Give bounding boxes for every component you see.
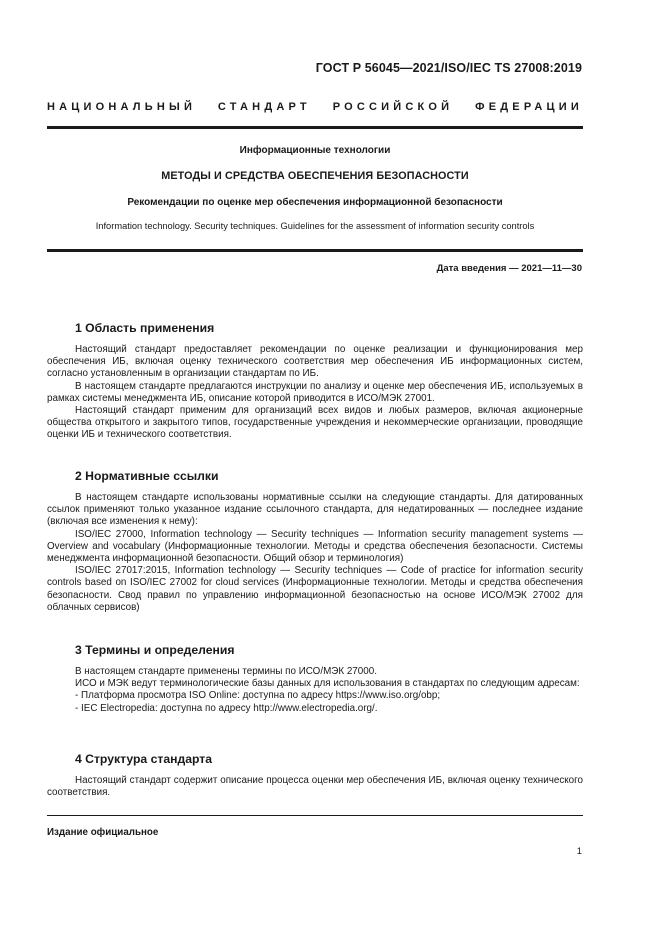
paragraph: В настоящем стандарте использованы нормативные ссылки на следующие стандарты. Для датированных ссылок применяют только указанное издание ссылочного стандарта, для недатированных — последнее издание (включая все изменения к нему): <box>47 492 583 528</box>
section-heading: 2 Нормативные ссылки <box>75 469 219 483</box>
section-terms-definitions <box>47 643 583 715</box>
paragraph: ISO/IEC 27017:2015, Information technology — Security techniques — Code of practice for information security controls based on ISO/IEC 27002 for cloud services (Информационные технологии. Методы и средства обеспечения безопасности. Свод правил по управлению информационной безопасностью на основе ИСО/МЭК 27002 для облачных сервисов) <box>47 565 583 613</box>
list-item: - Платформа просмотра ISO Online: доступна по адресу https://www.iso.org/obp; <box>75 690 441 702</box>
section-heading: 4 Структура стандарта <box>75 752 213 766</box>
paragraph: Настоящий стандарт содержит описание процесса оценки мер обеспечения ИБ, включая оценку технического соответствия. <box>47 775 583 799</box>
title-english: Information technology. Security techniques. Guidelines for the assessment of information security controls <box>95 221 535 231</box>
title-divider <box>47 249 583 252</box>
top-divider <box>47 126 583 129</box>
section-heading: 1 Область применения <box>75 321 215 335</box>
section-structure <box>47 752 583 799</box>
title-line-2: МЕТОДЫ И СРЕДСТВА ОБЕСПЕЧЕНИЯ БЕЗОПАСНОСТИ <box>161 170 469 182</box>
edition-label: Издание официальное <box>47 827 159 838</box>
paragraph: ISO/IEC 27000, Information technology — Security techniques — Information security management systems — Overview and vocabulary (Информационные технологии. Методы и средства обеспечения безопасности. Системы менеджмента информационной безопасности. Общий обзор и терминология) <box>47 528 583 565</box>
page-number: 1 <box>576 846 582 857</box>
title-line-3: Рекомендации по оценке мер обеспечения информационной безопасности <box>127 197 503 208</box>
paragraph: ИСО и МЭК ведут терминологические базы данных для использования в стандартах по следующим адресам: <box>75 678 580 690</box>
standard-code: ГОСТ Р 56045—2021/ISO/IEC TS 27008:2019 <box>315 61 582 75</box>
section-heading: 3 Термины и определения <box>75 643 235 657</box>
list-item: - IEC Electropedia: доступна по адресу http://www.electropedia.org/. <box>75 702 378 714</box>
paragraph: Настоящий стандарт предоставляет рекомендации по оценке реализации и функционирования мер обеспечения ИБ, включая оценку технического соответствия мер обеспечения ИБ информационных систем, согласно установленным в организации стандартам по ИБ. <box>47 344 583 380</box>
paragraph: Настоящий стандарт применим для организаций всех видов и любых размеров, включая акционерные общества открытого и закрытого типов, государственные учреждения и некоммерческие организации, проводящие оценки ИБ и технического соответствия. <box>47 405 583 441</box>
title-line-1: Информационные технологии <box>239 145 391 156</box>
paragraph: В настоящем стандарте предлагаются инструкции по анализу и оценке мер обеспечения ИБ, используемых в рамках системы менеджмента ИБ, описание которой приводится в ИСО/МЭК 27001. <box>47 380 583 404</box>
section-normative-references <box>47 469 583 614</box>
footer-divider <box>47 815 583 816</box>
national-standard-banner: НАЦИОНАЛЬНЫЙ СТАНДАРТ РОССИЙСКОЙ ФЕДЕРАЦИИ <box>47 101 583 113</box>
paragraph: В настоящем стандарте применены термины по ИСО/МЭК 27000. <box>75 666 377 677</box>
effective-date: Дата введения — 2021—11—30 <box>436 263 582 274</box>
section-scope <box>47 321 583 442</box>
